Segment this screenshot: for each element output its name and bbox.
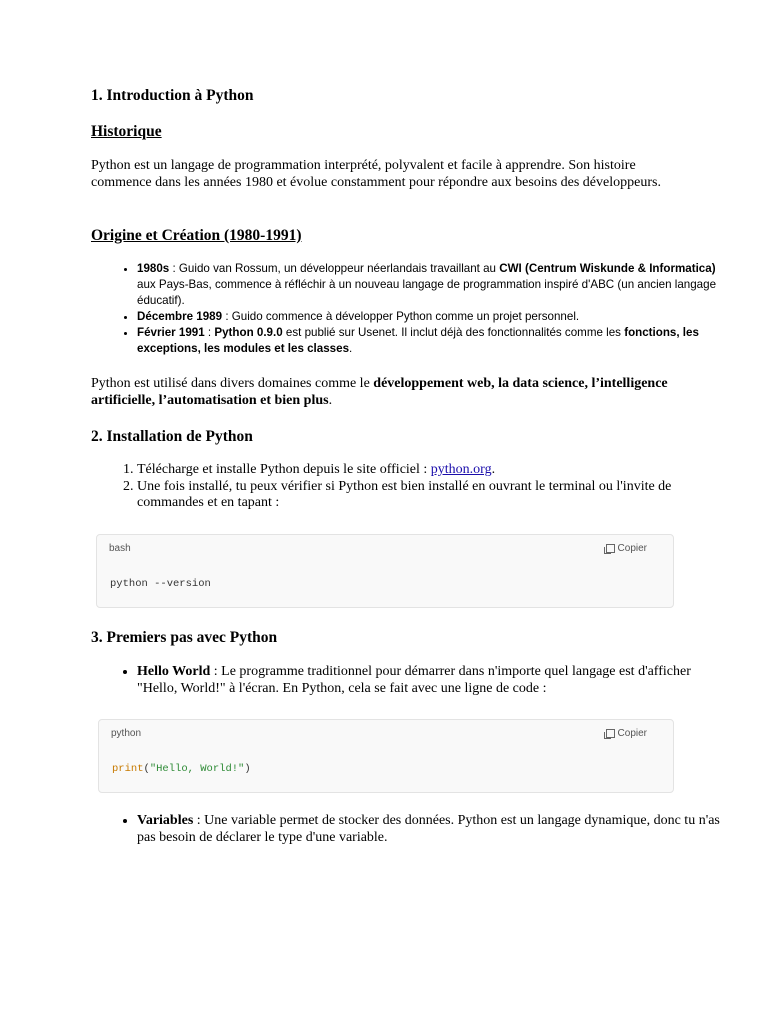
historique-paragraph: Python est un langage de programmation interprété, polyvalent et facile à apprendre. Son histoire commence dans les années 1980 et évolue constamment pour répondre aux besoins des développeurs. [91,158,661,190]
variables-list [91,813,727,846]
python-org-link[interactable]: python.org [430,462,492,477]
origine-heading: Origine et Création (1980-1991) [91,227,302,244]
code-language-label: bash [109,543,131,554]
section3-title: 3. Premiers pas avec Python [91,629,278,646]
section2-title: 2. Installation de Python [91,428,253,445]
bash-code-block [96,534,674,608]
list-item: 2. Une fois installé, tu peux vérifier si Python est bien installé en ouvrant le terminal ou l'invite de commandes et en tapant : [137,479,727,512]
code-content: python --version [110,578,211,590]
list-item: 1. Télécharge et installe Python depuis le site officiel : python.org. [137,462,727,479]
code-content: print("Hello, World!") [112,763,251,775]
list-item: • 1980s : Guido van Rossum, un développeur néerlandais travaillant au CWI (Centrum Wiskunde & Informatica) aux Pays-Bas, commence à réfléchir à un nouveau langage de programmation inspiré d'ABC (un ancien langage éducatif). [137,261,727,309]
copy-icon [606,544,615,553]
install-steps [91,462,727,512]
python-code-block [98,719,674,793]
origine-list [91,261,727,357]
section1-title: 1. Introduction à Python [91,87,254,104]
copy-button[interactable] [606,728,647,739]
premiers-pas-list [91,664,727,697]
copy-icon [606,729,615,738]
copy-label: Copier [617,543,647,554]
list-item: • Décembre 1989 : Guido commence à développer Python comme un projet personnel. [137,309,727,325]
list-item: • Février 1991 : Python 0.9.0 est publié sur Usenet. Il inclut déjà des fonctionnalités comme les fonctions, les exceptions, les modules et les classes. [137,325,727,357]
copy-label: Copier [617,728,647,739]
code-language-label: python [111,728,142,739]
list-item: • Hello World : Le programme traditionnel pour démarrer dans n'importe quel langage est d'afficher "Hello, World!" à l'écran. En Python, cela se fait avec une ligne de code : [137,664,727,697]
domains-paragraph: Python est utilisé dans divers domaines comme le développement web, la data science, l’intelligence artificielle, l’automatisation et bien plus. [91,376,668,408]
historique-heading: Historique [91,123,162,140]
list-item: • Variables : Une variable permet de stocker des données. Python est un langage dynamique, donc tu n'as pas besoin de déclarer le type d'une variable. [137,813,727,846]
copy-button[interactable] [606,543,647,554]
